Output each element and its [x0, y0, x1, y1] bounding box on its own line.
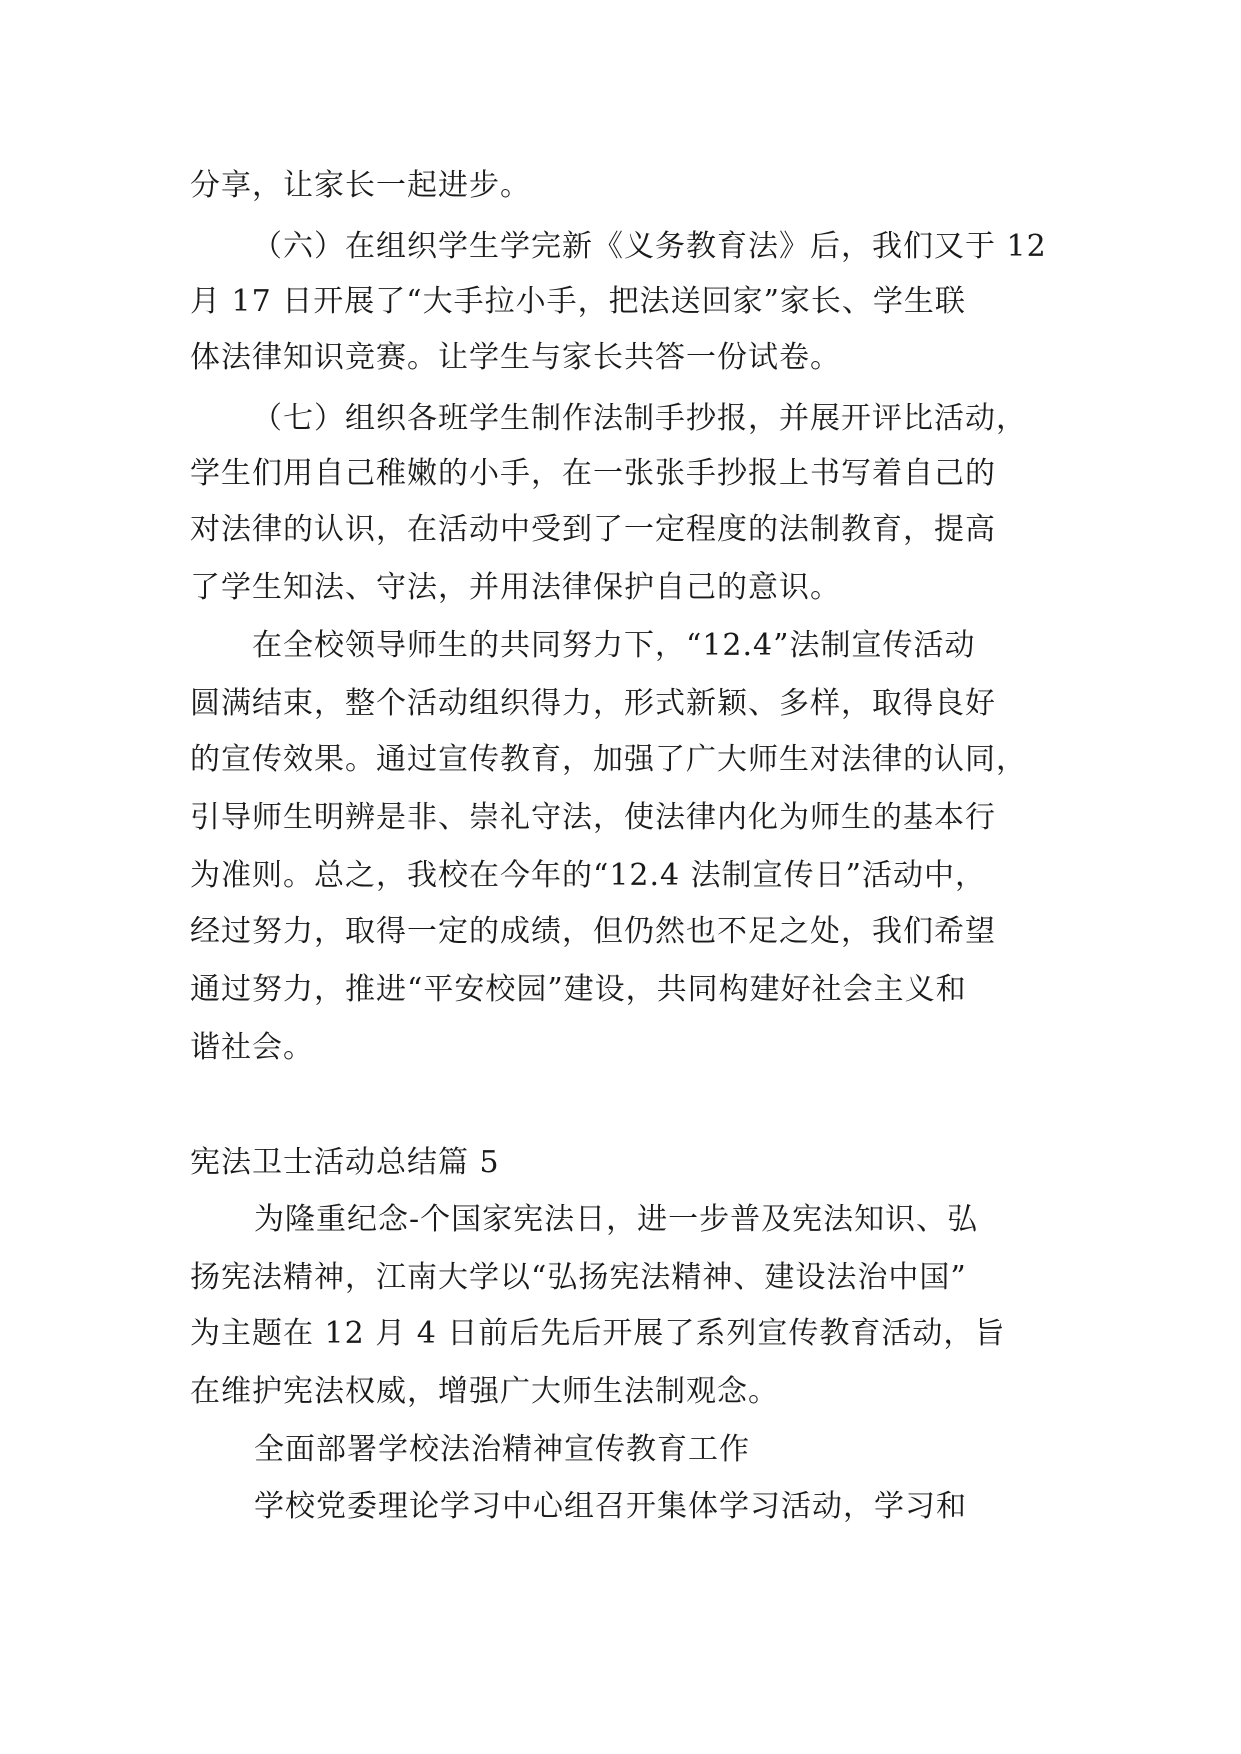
- text-line: 圆满结束，整个活动组织得力，形式新颖、多样，取得良好: [190, 686, 996, 721]
- text-line: 在维护宪法权威，增强广大师生法制观念。: [190, 1374, 779, 1409]
- text-line: 为准则。总之，我校在今年的“12.4 法制宣传日”活动中，: [190, 858, 987, 893]
- text-line: 学生们用自己稚嫩的小手，在一张张手抄报上书写着自己的: [190, 456, 996, 491]
- text-line: 经过努力，取得一定的成绩，但仍然也不足之处，我们希望: [190, 914, 996, 949]
- text-line: 谐社会。: [190, 1030, 314, 1065]
- text-line: 的宣传效果。通过宣传教育，加强了广大师生对法律的认同，: [190, 742, 1027, 777]
- text-line: 对法律的认识，在活动中受到了一定程度的法制教育，提高: [190, 512, 996, 547]
- text-line: 在全校领导师生的共同努力下，“12.4”法制宣传活动: [252, 628, 976, 663]
- text-line: 引导师生明辨是非、崇礼守法，使法律内化为师生的基本行: [190, 800, 996, 835]
- text-line: 月 17 日开展了“大手拉小手，把法送回家”家长、学生联: [190, 284, 966, 319]
- text-line: 通过努力，推进“平安校园”建设，共同构建好社会主义和: [190, 972, 967, 1007]
- text-line: 体法律知识竞赛。让学生与家长共答一份试卷。: [190, 340, 841, 375]
- text-line: 分享，让家长一起进步。: [190, 168, 531, 203]
- text-line: 了学生知法、守法，并用法律保护自己的意识。: [190, 570, 841, 605]
- text-line: 学校党委理论学习中心组召开集体学习活动，学习和: [254, 1489, 967, 1524]
- text-line: 为隆重纪念-个国家宪法日，进一步普及宪法知识、弘: [254, 1202, 979, 1237]
- text-line: 扬宪法精神，江南大学以“弘扬宪法精神、建设法治中国”: [190, 1260, 967, 1295]
- section-heading: 宪法卫士活动总结篇 5: [190, 1145, 500, 1180]
- text-line: （七）组织各班学生制作法制手抄报，并展开评比活动，: [252, 401, 1027, 436]
- subheading-line: 全面部署学校法治精神宣传教育工作: [254, 1432, 750, 1467]
- text-line: （六）在组织学生学完新《义务教育法》后，我们又于 12: [252, 229, 1047, 264]
- text-line: 为主题在 12 月 4 日前后先后开展了系列宣传教育活动，旨: [190, 1316, 1006, 1351]
